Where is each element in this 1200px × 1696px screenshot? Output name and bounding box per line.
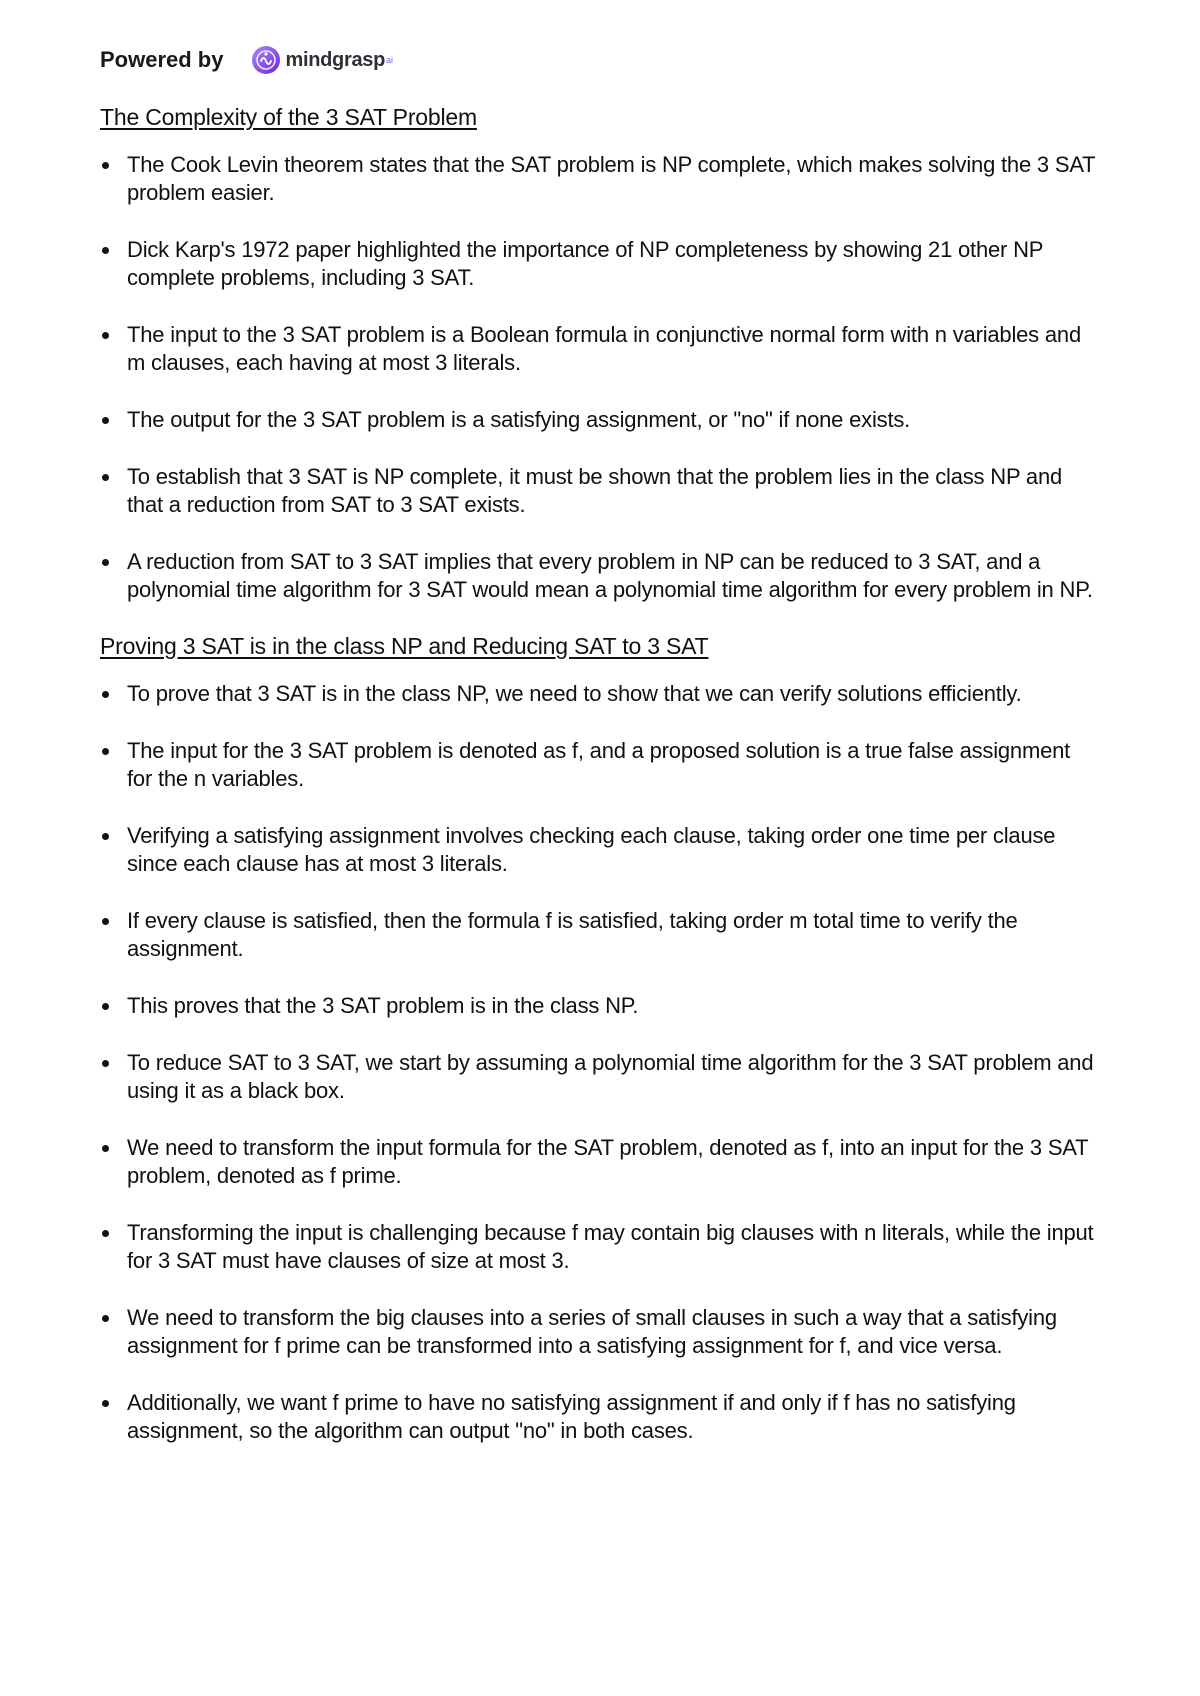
bullet-item: Transforming the input is challenging because f may contain big clauses with n literals, while the input for 3 SAT must have clauses of size at most 3.: [100, 1219, 1100, 1275]
bullet-item: The output for the 3 SAT problem is a satisfying assignment, or "no" if none exists.: [100, 406, 1100, 434]
section-title: The Complexity of the 3 SAT Problem: [100, 104, 477, 130]
bullet-item: A reduction from SAT to 3 SAT implies that every problem in NP can be reduced to 3 SAT, and a polynomial time algorithm for 3 SAT would mean a polynomial time algorithm for every problem in NP.: [100, 548, 1100, 604]
bullet-item: The input for the 3 SAT problem is denoted as f, and a proposed solution is a true false assignment for the n variables.: [100, 737, 1100, 793]
bullet-list: [100, 151, 1100, 604]
bullet-item: If every clause is satisfied, then the formula f is satisfied, taking order m total time to verify the assignment.: [100, 907, 1100, 963]
bullet-item: To reduce SAT to 3 SAT, we start by assuming a polynomial time algorithm for the 3 SAT problem and using it as a black box.: [100, 1049, 1100, 1105]
bullet-item: Verifying a satisfying assignment involves checking each clause, taking order one time per clause since each clause has at most 3 literals.: [100, 822, 1100, 878]
bullet-item: To prove that 3 SAT is in the class NP, we need to show that we can verify solutions efficiently.: [100, 680, 1100, 708]
bullet-item: The input to the 3 SAT problem is a Boolean formula in conjunctive normal form with n variables and m clauses, each having at most 3 literals.: [100, 321, 1100, 377]
mindgrasp-logo-icon: [251, 45, 281, 75]
bullet-item: Additionally, we want f prime to have no satisfying assignment if and only if f has no satisfying assignment, so the algorithm can output "no" in both cases.: [100, 1389, 1100, 1445]
mindgrasp-logo-sup: ai: [386, 55, 394, 65]
powered-by-label: Powered by: [100, 47, 224, 72]
bullet-item: The Cook Levin theorem states that the SAT problem is NP complete, which makes solving the 3 SAT problem easier.: [100, 151, 1100, 207]
section-title: Proving 3 SAT is in the class NP and Reducing SAT to 3 SAT: [100, 633, 709, 659]
bullet-list: [100, 680, 1100, 1445]
mindgrasp-logo-text: mindgrasp: [285, 48, 386, 71]
document-header: [100, 40, 1100, 80]
bullet-item: To establish that 3 SAT is NP complete, it must be shown that the problem lies in the class NP and that a reduction from SAT to 3 SAT exists.: [100, 463, 1100, 519]
bullet-item: Dick Karp's 1972 paper highlighted the importance of NP completeness by showing 21 other NP complete problems, including 3 SAT.: [100, 236, 1100, 292]
bullet-item: This proves that the 3 SAT problem is in the class NP.: [100, 992, 1100, 1020]
bullet-item: We need to transform the big clauses into a series of small clauses in such a way that a satisfying assignment for f prime can be transformed into a satisfying assignment for f, and vice versa.: [100, 1304, 1100, 1360]
document-body: [100, 104, 1100, 1445]
bullet-item: We need to transform the input formula for the SAT problem, denoted as f, into an input for the 3 SAT problem, denoted as f prime.: [100, 1134, 1100, 1190]
mindgrasp-logo: [251, 45, 393, 75]
